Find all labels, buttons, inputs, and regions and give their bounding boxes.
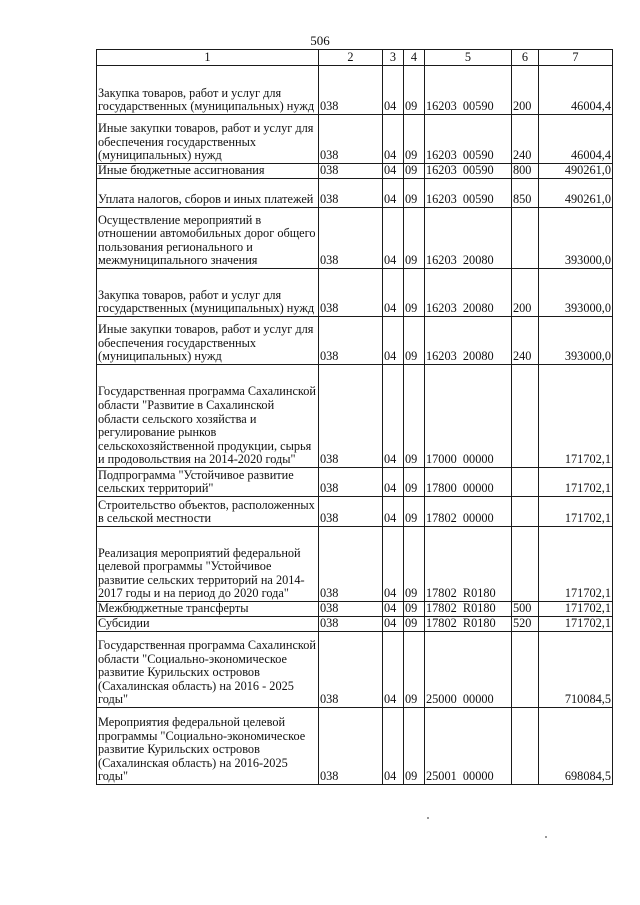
- row-expense-type: 520: [512, 617, 539, 632]
- row-section-code: 04: [383, 632, 404, 708]
- row-subsection-code: 09: [404, 164, 425, 179]
- row-amount: 393000,0: [539, 317, 613, 365]
- row-admin-code: 038: [319, 164, 383, 179]
- row-name: Межбюджетные трансферты: [97, 602, 319, 617]
- row-name: Подпрограмма "Устойчивое развитие сельских территорий": [97, 468, 319, 497]
- row-name: Строительство объектов, расположенных в сельской местности: [97, 497, 319, 527]
- row-name: Осуществление мероприятий в отношении автомобильных дорог общего пользования регионального и межмуниципального значения: [97, 208, 319, 269]
- table-row: [97, 164, 613, 179]
- row-name: Государственная программа Сахалинской области "Социально-экономическое развитие Курильских островов (Сахалинская область) на 2016 - 2025 годы": [97, 632, 319, 708]
- row-admin-code: 038: [319, 208, 383, 269]
- row-amount: 171702,1: [539, 527, 613, 602]
- row-expense-type: 800: [512, 164, 539, 179]
- row-section-code: 04: [383, 468, 404, 497]
- header-col-4: 4: [404, 50, 425, 66]
- row-subsection-code: 09: [404, 179, 425, 208]
- row-amount: 171702,1: [539, 602, 613, 617]
- table-row: [97, 317, 613, 365]
- row-target-article: 17802 R0180: [425, 602, 512, 617]
- row-section-code: 04: [383, 317, 404, 365]
- row-section-code: 04: [383, 115, 404, 164]
- row-name: Субсидии: [97, 617, 319, 632]
- row-target-article: 16203 00590: [425, 179, 512, 208]
- table-row: [97, 115, 613, 164]
- row-target-article: 25001 00000: [425, 708, 512, 785]
- table-body: [97, 66, 613, 785]
- row-admin-code: 038: [319, 468, 383, 497]
- row-amount: 171702,1: [539, 365, 613, 468]
- table-row: [97, 617, 613, 632]
- table-row: [97, 602, 613, 617]
- row-target-article: 17800 00000: [425, 468, 512, 497]
- row-section-code: 04: [383, 617, 404, 632]
- row-amount: 490261,0: [539, 179, 613, 208]
- row-expense-type: [512, 208, 539, 269]
- row-name: Государственная программа Сахалинской области "Развитие в Сахалинской области сельского хозяйства и регулирование рынков сельскохозяйственной продукции, сырья и продовольствия на 2014-2020 годы": [97, 365, 319, 468]
- row-subsection-code: 09: [404, 317, 425, 365]
- row-target-article: 16203 00590: [425, 66, 512, 115]
- table-row: [97, 468, 613, 497]
- table-row: [97, 527, 613, 602]
- row-subsection-code: 09: [404, 269, 425, 317]
- row-admin-code: 038: [319, 617, 383, 632]
- row-expense-type: [512, 632, 539, 708]
- row-expense-type: [512, 365, 539, 468]
- row-subsection-code: 09: [404, 708, 425, 785]
- row-expense-type: [512, 468, 539, 497]
- row-target-article: 16203 00590: [425, 164, 512, 179]
- row-expense-type: 500: [512, 602, 539, 617]
- row-subsection-code: 09: [404, 527, 425, 602]
- row-expense-type: 850: [512, 179, 539, 208]
- row-admin-code: 038: [319, 269, 383, 317]
- row-target-article: 17802 00000: [425, 497, 512, 527]
- row-section-code: 04: [383, 179, 404, 208]
- row-admin-code: 038: [319, 708, 383, 785]
- table-row: [97, 365, 613, 468]
- row-expense-type: 240: [512, 317, 539, 365]
- row-section-code: 04: [383, 208, 404, 269]
- header-col-5: 5: [425, 50, 512, 66]
- row-section-code: 04: [383, 527, 404, 602]
- table-row: [97, 497, 613, 527]
- row-subsection-code: 09: [404, 365, 425, 468]
- row-target-article: 16203 20080: [425, 317, 512, 365]
- row-expense-type: [512, 527, 539, 602]
- row-section-code: 04: [383, 269, 404, 317]
- row-amount: 171702,1: [539, 497, 613, 527]
- row-subsection-code: 09: [404, 208, 425, 269]
- table-row: [97, 269, 613, 317]
- row-target-article: 16203 20080: [425, 208, 512, 269]
- header-col-3: 3: [383, 50, 404, 66]
- row-name: Закупка товаров, работ и услуг для государственных (муниципальных) нужд: [97, 269, 319, 317]
- table-row: [97, 208, 613, 269]
- row-name: Иные бюджетные ассигнования: [97, 164, 319, 179]
- row-section-code: 04: [383, 602, 404, 617]
- table-row: [97, 66, 613, 115]
- header-col-6: 6: [512, 50, 539, 66]
- table-row: [97, 708, 613, 785]
- row-target-article: 17802 R0180: [425, 617, 512, 632]
- row-subsection-code: 09: [404, 617, 425, 632]
- header-row: [97, 50, 613, 66]
- row-subsection-code: 09: [404, 497, 425, 527]
- row-admin-code: 038: [319, 115, 383, 164]
- table-row: [97, 179, 613, 208]
- row-admin-code: 038: [319, 317, 383, 365]
- row-target-article: 17000 00000: [425, 365, 512, 468]
- row-amount: 490261,0: [539, 164, 613, 179]
- row-subsection-code: 09: [404, 602, 425, 617]
- row-amount: 698084,5: [539, 708, 613, 785]
- budget-table: [96, 49, 613, 785]
- row-expense-type: 200: [512, 66, 539, 115]
- page-number: 506: [310, 33, 330, 48]
- row-amount: 171702,1: [539, 468, 613, 497]
- row-name: Закупка товаров, работ и услуг для государственных (муниципальных) нужд: [97, 66, 319, 115]
- row-admin-code: 038: [319, 179, 383, 208]
- scan-speck: [545, 836, 547, 838]
- row-name: Уплата налогов, сборов и иных платежей: [97, 179, 319, 208]
- row-admin-code: 038: [319, 632, 383, 708]
- row-expense-type: 240: [512, 115, 539, 164]
- header-col-7: 7: [539, 50, 613, 66]
- scan-speck: [427, 817, 429, 819]
- row-amount: 393000,0: [539, 208, 613, 269]
- row-admin-code: 038: [319, 66, 383, 115]
- header-col-2: 2: [319, 50, 383, 66]
- row-admin-code: 038: [319, 527, 383, 602]
- row-section-code: 04: [383, 66, 404, 115]
- row-section-code: 04: [383, 365, 404, 468]
- row-admin-code: 038: [319, 365, 383, 468]
- row-expense-type: [512, 497, 539, 527]
- row-subsection-code: 09: [404, 632, 425, 708]
- row-name: Иные закупки товаров, работ и услуг для обеспечения государственных (муниципальных) нужд: [97, 115, 319, 164]
- row-amount: 171702,1: [539, 617, 613, 632]
- row-target-article: 17802 R0180: [425, 527, 512, 602]
- row-name: Мероприятия федеральной целевой программы "Социально-экономическое развитие Курильских островов (Сахалинская область) на 2016-2025 годы": [97, 708, 319, 785]
- row-target-article: 16203 00590: [425, 115, 512, 164]
- row-admin-code: 038: [319, 497, 383, 527]
- table-row: [97, 632, 613, 708]
- row-section-code: 04: [383, 497, 404, 527]
- row-target-article: 16203 20080: [425, 269, 512, 317]
- row-target-article: 25000 00000: [425, 632, 512, 708]
- row-name: Иные закупки товаров, работ и услуг для обеспечения государственных (муниципальных) нужд: [97, 317, 319, 365]
- row-subsection-code: 09: [404, 468, 425, 497]
- row-amount: 46004,4: [539, 66, 613, 115]
- row-subsection-code: 09: [404, 115, 425, 164]
- row-section-code: 04: [383, 708, 404, 785]
- header-col-1: 1: [97, 50, 319, 66]
- row-name: Реализация мероприятий федеральной целевой программы "Устойчивое развитие сельских территорий на 2014-2017 годы и на период до 2020 года": [97, 527, 319, 602]
- row-expense-type: [512, 708, 539, 785]
- row-section-code: 04: [383, 164, 404, 179]
- row-admin-code: 038: [319, 602, 383, 617]
- row-expense-type: 200: [512, 269, 539, 317]
- row-subsection-code: 09: [404, 66, 425, 115]
- row-amount: 393000,0: [539, 269, 613, 317]
- row-amount: 46004,4: [539, 115, 613, 164]
- row-amount: 710084,5: [539, 632, 613, 708]
